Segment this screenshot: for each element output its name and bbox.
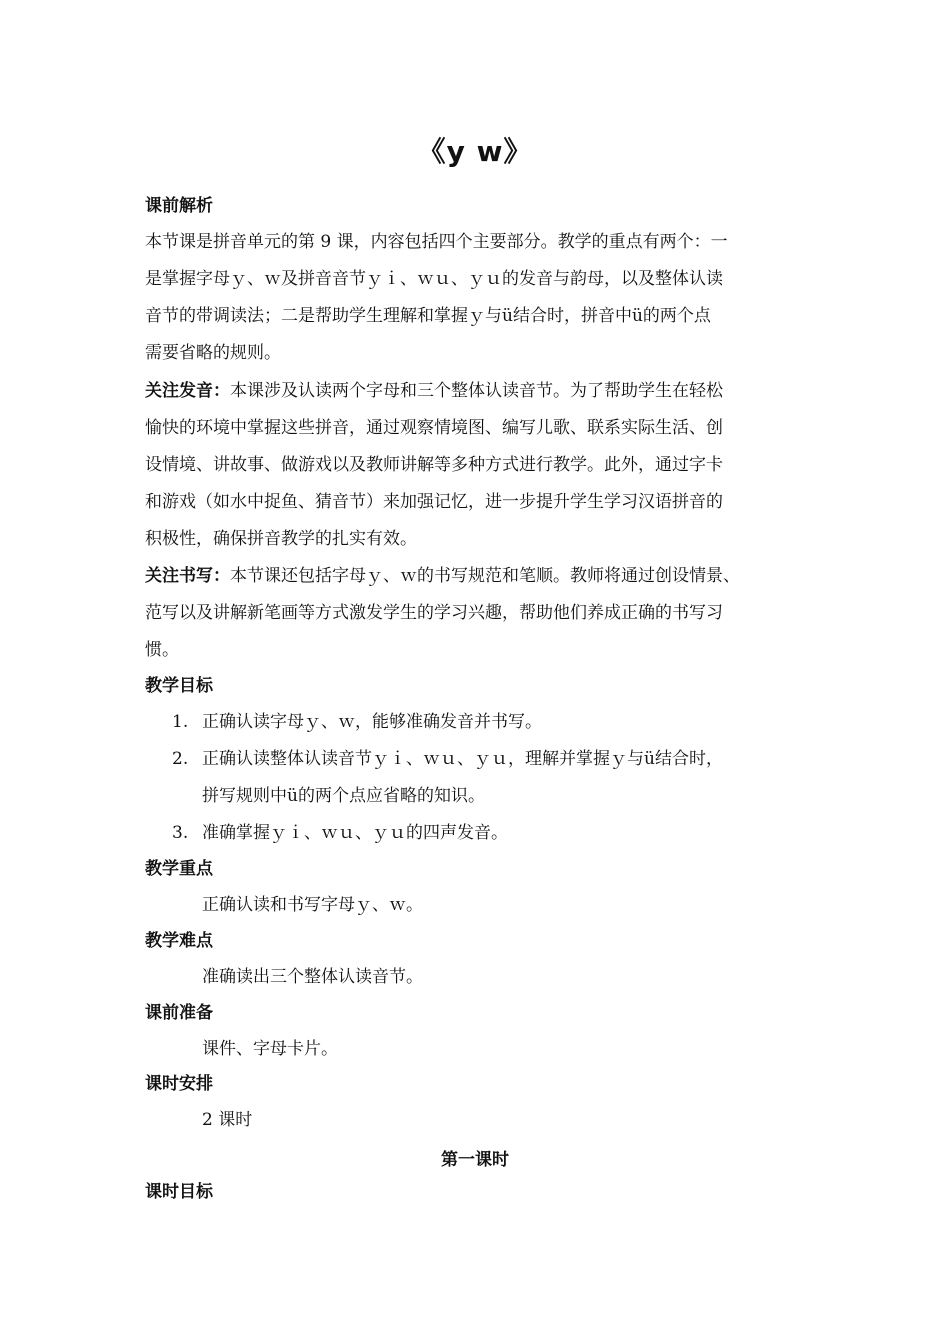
paragraph-line: 积极性，确保拼音教学的扎实有效。 <box>145 529 417 549</box>
list-item <box>145 815 815 852</box>
pronunciation-label: 关注发音： <box>145 381 230 401</box>
difficulties-heading: 教学难点 <box>145 931 213 951</box>
paragraph-line: 本节课是拼音单元的第 9 课，内容包括四个主要部分。教学的重点有两个：一 <box>145 232 728 252</box>
paragraph-line: 是掌握字母ｙ、ｗ及拼音音节ｙｉ、ｗｕ、ｙｕ的发音与韵母，以及整体认读 <box>145 269 723 289</box>
list-number: 2. <box>172 749 189 769</box>
key-points-heading: 教学重点 <box>145 859 213 879</box>
preparation-text: 课件、字母卡片。 <box>202 1039 338 1059</box>
list-number: 3. <box>172 823 189 843</box>
pronunciation-section <box>145 373 815 558</box>
analysis-paragraph <box>145 224 815 372</box>
key-points-section <box>145 851 815 923</box>
preparation-heading: 课前准备 <box>145 1003 213 1023</box>
goals-section <box>145 668 815 852</box>
analysis-heading: 课前解析 <box>145 196 213 216</box>
paragraph-line: 惯。 <box>145 640 179 660</box>
schedule-section <box>145 1066 815 1138</box>
list-item-text: 准确掌握ｙｉ、ｗｕ、ｙｕ的四声发音。 <box>202 823 508 843</box>
lesson-goals-heading: 课时目标 <box>145 1182 213 1202</box>
pronunciation-paragraph <box>145 373 815 558</box>
schedule-heading: 课时安排 <box>145 1074 213 1094</box>
list-item-text: 正确认读字母ｙ、ｗ，能够准确发音并书写。 <box>202 712 542 732</box>
document-title: 《y w》 <box>417 135 533 168</box>
writing-paragraph <box>145 558 815 669</box>
writing-label: 关注书写： <box>145 566 230 586</box>
analysis-section <box>145 188 815 372</box>
list-item <box>145 741 815 815</box>
schedule-text: 2 课时 <box>202 1110 253 1130</box>
paragraph-line: 和游戏（如水中捉鱼、猜音节）来加强记忆，进一步提升学生学习汉语拼音的 <box>145 492 723 512</box>
paragraph-line: 本课涉及认读两个字母和三个整体认读音节。为了帮助学生在轻松 <box>230 381 723 401</box>
goals-heading: 教学目标 <box>145 676 213 696</box>
list-item <box>145 704 815 741</box>
writing-section <box>145 558 815 669</box>
paragraph-line: 范写以及讲解新笔画等方式激发学生的学习兴趣，帮助他们养成正确的书写习 <box>145 603 723 623</box>
first-lesson-heading: 第一课时 <box>441 1150 509 1170</box>
paragraph-line: 设情境、讲故事、做游戏以及教师讲解等多种方式进行教学。此外，通过字卡 <box>145 455 723 475</box>
list-number: 1. <box>172 712 189 732</box>
key-points-text: 正确认读和书写字母ｙ、ｗ。 <box>202 895 423 915</box>
paragraph-line: 本节课还包括字母ｙ、ｗ的书写规范和笔顺。教师将通过创设情景、 <box>230 566 740 586</box>
paragraph-line: 愉快的环境中掌握这些拼音，通过观察情境图、编写儿歌、联系实际生活、创 <box>145 418 723 438</box>
list-item-text: 拼写规则中ü的两个点应省略的知识。 <box>202 786 485 806</box>
lesson-goals-section <box>145 1174 815 1210</box>
difficulties-text: 准确读出三个整体认读音节。 <box>202 967 423 987</box>
paragraph-line: 需要省略的规则。 <box>145 343 281 363</box>
preparation-section <box>145 995 815 1067</box>
list-item-text: 正确认读整体认读音节ｙｉ、ｗｕ、ｙｕ，理解并掌握ｙ与ü结合时， <box>202 749 723 769</box>
paragraph-line: 音节的带调读法；二是帮助学生理解和掌握ｙ与ü结合时，拼音中ü的两个点 <box>145 306 711 326</box>
difficulties-section <box>145 923 815 995</box>
